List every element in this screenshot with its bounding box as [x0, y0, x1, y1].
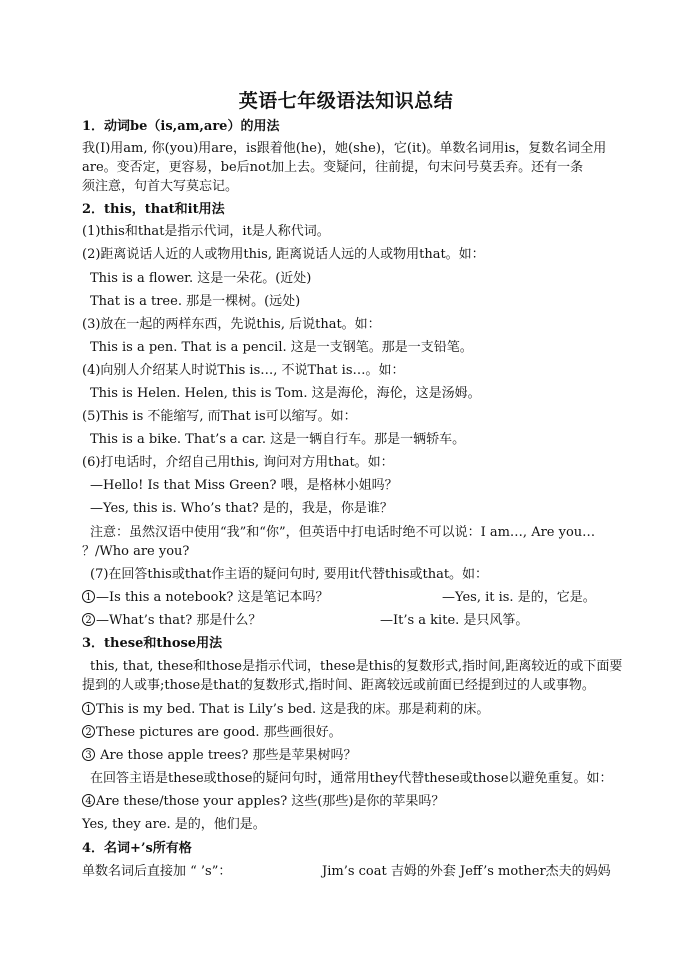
section-2-rule-6: (6)打电话时，介绍自己用this, 询问对方用that。如： [82, 455, 394, 470]
section-4-example-1: Jim’s coat 吉姆的外套 Jeff’s mother杰夫的妈妈 [322, 864, 611, 879]
section-2-example-1: This is a flower. 这是一朵花。(近处) [90, 271, 312, 286]
section-2-rule-4: (4)向别人介绍某人时说This is…, 不说That is…。如： [82, 363, 405, 378]
section-3-example-2 [82, 724, 622, 742]
section-1-paragraph-line-1: 我(I)用am, 你(you)用are，is跟着他(he)，她(she)，它(it)。单数名词用is，复数名词全用 [82, 141, 607, 156]
section-3-example-2-text: These pictures are good. 那些画很好。 [96, 725, 342, 740]
section-2-example-4: This is Helen. Helen, this is Tom. 这是海伦，海伦，这是汤姆。 [90, 386, 481, 401]
section-3-paragraph-line-2: 提到的人或事;those是that的复数形式,指时间、距离较远或前面已经提到过的人或事物。 [82, 678, 595, 693]
example-7a-question: —Is this a notebook? 这是笔记本吗？ [96, 590, 329, 605]
circled-number-2: 2 [82, 725, 95, 738]
section-3-example-5: Yes, they are. 是的，他们是。 [82, 817, 266, 832]
section-3-example-1 [82, 701, 622, 719]
section-2-note-line-2: ？/Who are you? [82, 544, 190, 559]
section-2-rule-3: (3)放在一起的两样东西，先说this, 后说that。如： [82, 317, 381, 332]
section-3-note: 在回答主语是these或those的疑问句时，通常用they代替these或those以避免重复。如： [90, 771, 613, 786]
section-1-paragraph-line-2: are。变否定，更容易，be后not加上去。变疑问，往前提，句末问号莫丢弃。还有一条 [82, 160, 584, 175]
section-4-rule-1: 单数名词后直接加 “ ’s”： [82, 864, 232, 879]
circled-number-1: 1 [82, 702, 95, 715]
section-2-example-5: This is a bike. That’s a car. 这是一辆自行车。那是一辆轿车。 [90, 432, 466, 447]
circled-number-2: 2 [82, 613, 95, 626]
section-2-dialog-2: —Yes, this is. Who’s that? 是的，我是，你是谁？ [90, 501, 393, 516]
section-3-heading: 3．these和those用法 [82, 636, 223, 651]
example-7b-question: —What’s that? 那是什么？ [96, 613, 262, 628]
section-2-example-3: This is a pen. That is a pencil. 这是一支钢笔。那是一支铅笔。 [90, 340, 473, 355]
section-3-example-3-text: Are those apple trees? 那些是苹果树吗？ [96, 748, 357, 763]
section-2-rule-2: (2)距离说话人近的人或物用this, 距离说话人远的人或物用that。如： [82, 247, 485, 262]
section-3-example-1-text: This is my bed. That is Lily’s bed. 这是我的床。那是莉莉的床。 [96, 702, 490, 717]
section-4-heading: 4．名词+’s所有格 [82, 841, 192, 856]
section-1-heading: 1．动词be（is,am,are）的用法 [82, 119, 280, 134]
example-7b-answer: —It’s a kite. 是只风筝。 [380, 613, 529, 628]
section-2-rule-7: (7)在回答this或that作主语的疑问句时, 要用it代替this或that。如： [90, 567, 489, 582]
page-title: 英语七年级语法知识总结 [238, 90, 454, 112]
section-3-example-3 [82, 747, 622, 765]
section-3-example-4-text: Are these/those your apples? 这些(那些)是你的苹果吗？ [96, 794, 445, 809]
example-7a-answer: —Yes, it is. 是的，它是。 [442, 590, 596, 605]
circled-number-3: 3 [82, 748, 95, 761]
section-1-paragraph-line-3: 须注意，句首大写莫忘记。 [82, 179, 239, 194]
circled-number-4: 4 [82, 794, 95, 807]
section-2-example-2: That is a tree. 那是一棵树。(远处) [90, 294, 301, 309]
circled-number-1: 1 [82, 590, 95, 603]
section-2-rule-5: (5)This is 不能缩写, 而That is可以缩写。如： [82, 409, 357, 424]
section-2-heading: 2．this，that和it用法 [82, 202, 225, 217]
section-2-rule-1: (1)this和that是指示代词，it是人称代词。 [82, 224, 330, 239]
section-2-note-line-1: 注意：虽然汉语中使用“我”和“你”，但英语中打电话时绝不可以说：I am…, Are you… [90, 525, 596, 540]
section-3-paragraph-line-1: this, that, these和those是指示代词，these是this的复数形式,指时间,距离较近的或下面要 [90, 659, 623, 674]
section-3-example-4 [82, 793, 622, 811]
section-2-dialog-1: —Hello! Is that Miss Green? 喂，是格林小姐吗？ [90, 478, 398, 493]
